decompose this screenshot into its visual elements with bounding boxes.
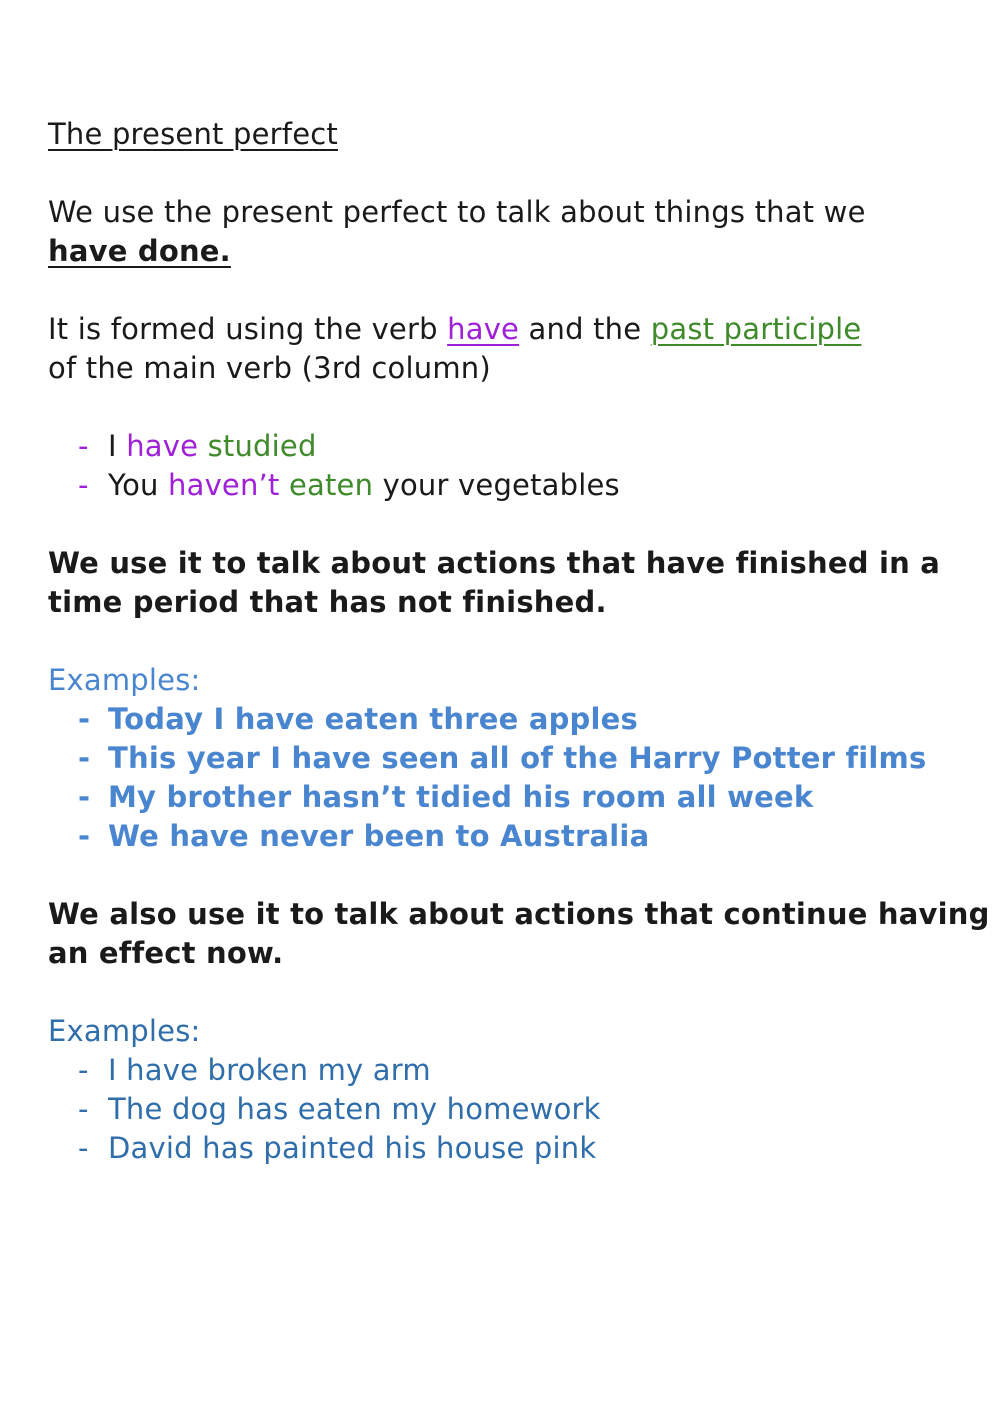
use2-line2: an effect now. (48, 936, 284, 970)
example-text: This year I have seen all of the Harry Potter films (108, 741, 927, 775)
examples1-item: - Today I have eaten three apples (48, 700, 968, 739)
use1-line1: We use it to talk about actions that have finished in a (48, 546, 941, 580)
formation-line-1 (48, 310, 968, 349)
example-text: I have broken my arm (108, 1053, 431, 1087)
examples1-label: Examples: (48, 663, 201, 697)
examples1-item: - My brother hasn’t tidied his room all week (48, 778, 968, 817)
formation-example-1 (48, 427, 968, 466)
example-subject: I (108, 429, 117, 463)
formation-part1: It is formed using the verb (48, 312, 438, 346)
example-aux: have (126, 429, 199, 463)
worksheet-page (48, 115, 990, 1168)
examples1-item: - This year I have seen all of the Harry Potter films (48, 739, 968, 778)
intro-emphasis: have done. (48, 234, 231, 268)
use2-line1: We also use it to talk about actions that continue having (48, 897, 990, 931)
examples2-label: Examples: (48, 1014, 201, 1048)
example-subject: You (108, 468, 159, 502)
example-text: My brother hasn’t tidied his room all week (108, 780, 814, 814)
formation-part3: of the main verb (3rd column) (48, 351, 491, 385)
example-text: Today I have eaten three apples (108, 702, 638, 736)
bullet-dash: - (78, 429, 89, 463)
example-verb: eaten (288, 468, 374, 502)
examples2-item: - David has painted his house pink (48, 1129, 968, 1168)
examples1-item: - We have never been to Australia (48, 817, 968, 856)
examples2-item: - I have broken my arm (48, 1051, 968, 1090)
page-title: The present perfect (48, 117, 338, 151)
example-aux: haven’t (168, 468, 280, 502)
use1-line2: time period that has not finished. (48, 585, 607, 619)
formation-past-participle: past participle (650, 312, 862, 346)
formation-example-2 (48, 466, 968, 505)
examples2-item: - The dog has eaten my homework (48, 1090, 968, 1129)
example-text: We have never been to Australia (108, 819, 650, 853)
bullet-dash: - (78, 468, 89, 502)
example-text: The dog has eaten my homework (108, 1092, 601, 1126)
formation-part2: and the (528, 312, 642, 346)
example-rest: your vegetables (382, 468, 620, 502)
example-verb: studied (207, 429, 317, 463)
formation-have: have (447, 312, 520, 346)
intro-text: We use the present perfect to talk about things that we (48, 195, 866, 229)
example-text: David has painted his house pink (108, 1131, 597, 1165)
